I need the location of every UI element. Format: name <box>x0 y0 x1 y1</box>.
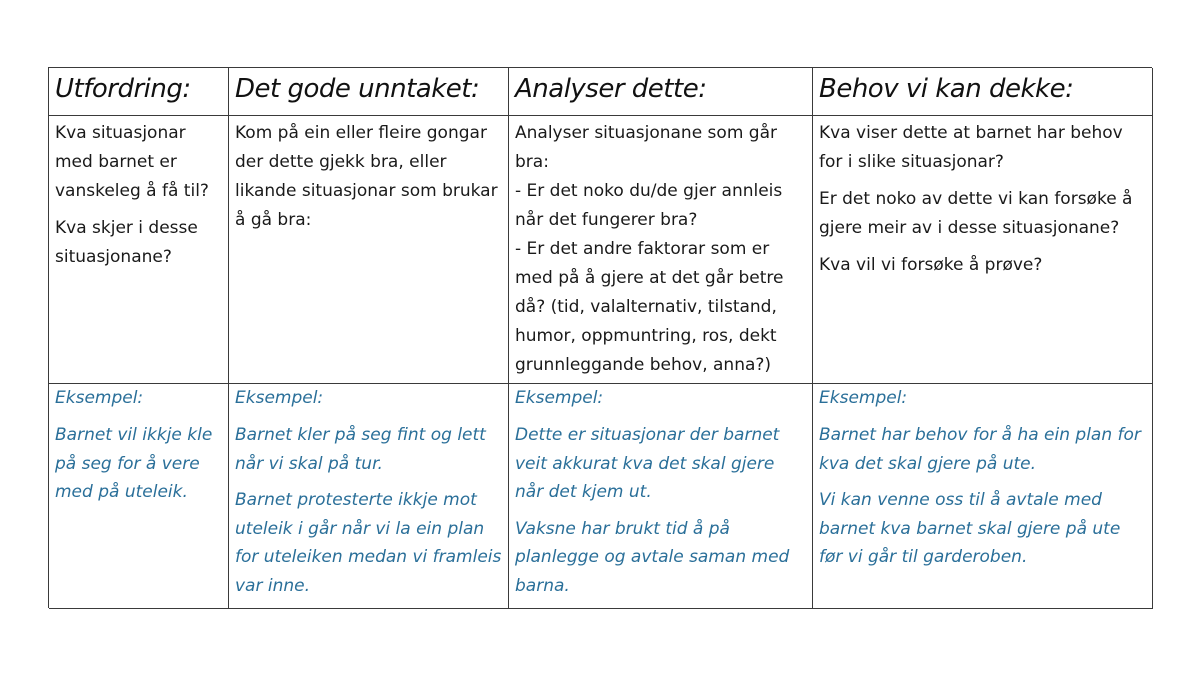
header-good-exception: Det gode unntaket: <box>229 68 509 116</box>
description-text: Kva situasjonar med barnet er vanskeleg å få til? <box>55 123 209 201</box>
example-challenge <box>49 384 229 609</box>
reflection-table <box>48 67 1152 608</box>
description-challenge <box>49 116 229 384</box>
example-text: Dette er situasjonar der barnet veit akkurat kva det skal gjere når det kjem ut. <box>515 425 780 502</box>
example-text: Barnet har behov for å ha ein plan for kva det skal gjere på ute. <box>819 425 1141 474</box>
example-label: Eksempel: <box>515 388 604 408</box>
example-label: Eksempel: <box>55 388 144 408</box>
example-label: Eksempel: <box>819 388 908 408</box>
description-good-exception <box>229 116 509 384</box>
example-text: Barnet kler på seg fint og lett når vi skal på tur. <box>235 425 486 474</box>
description-text: Kva viser dette at barnet har behov for i slike situasjonar? <box>819 123 1123 172</box>
description-text: Kva skjer i desse situasjonane? <box>55 218 198 267</box>
header-challenge: Utfordring: <box>49 68 229 116</box>
description-needs <box>813 116 1153 384</box>
example-text: Vaksne har brukt tid å på planlegge og avtale saman med barna. <box>515 518 790 596</box>
description-text: Kom på ein eller fleire gongar der dette gjekk bra, eller likande situasjonar som brukar å gå bra: <box>235 123 498 230</box>
header-needs: Behov vi kan dekke: <box>813 68 1153 116</box>
example-text: Vi kan venne oss til å avtale med barnet kva barnet skal gjere på ute før vi går til garderoben. <box>819 490 1121 567</box>
example-good-exception <box>229 384 509 609</box>
example-needs <box>813 384 1153 609</box>
example-analyse <box>509 384 813 609</box>
description-text: Kva vil vi forsøke å prøve? <box>819 255 1043 275</box>
description-text: Er det noko av dette vi kan forsøke å gjere meir av i desse situasjonane? <box>819 189 1133 238</box>
example-text: Barnet protesterte ikkje mot uteleik i går når vi la ein plan for uteleiken medan vi framleis var inne. <box>235 490 502 596</box>
example-label: Eksempel: <box>235 388 324 408</box>
description-analyse <box>509 116 813 384</box>
description-text: Analyser situasjonane som går bra: - Er det noko du/de gjer annleis når det fungerer bra? - Er det andre faktorar som er med på å gjere at det går betre då? (tid, valalternativ, tilstand, humor, oppmuntring, ros, dekt grunnleggande behov, anna?) <box>515 123 784 375</box>
header-analyse: Analyser dette: <box>509 68 813 116</box>
example-text: Barnet vil ikkje kle på seg for å vere med på uteleik. <box>55 425 213 502</box>
